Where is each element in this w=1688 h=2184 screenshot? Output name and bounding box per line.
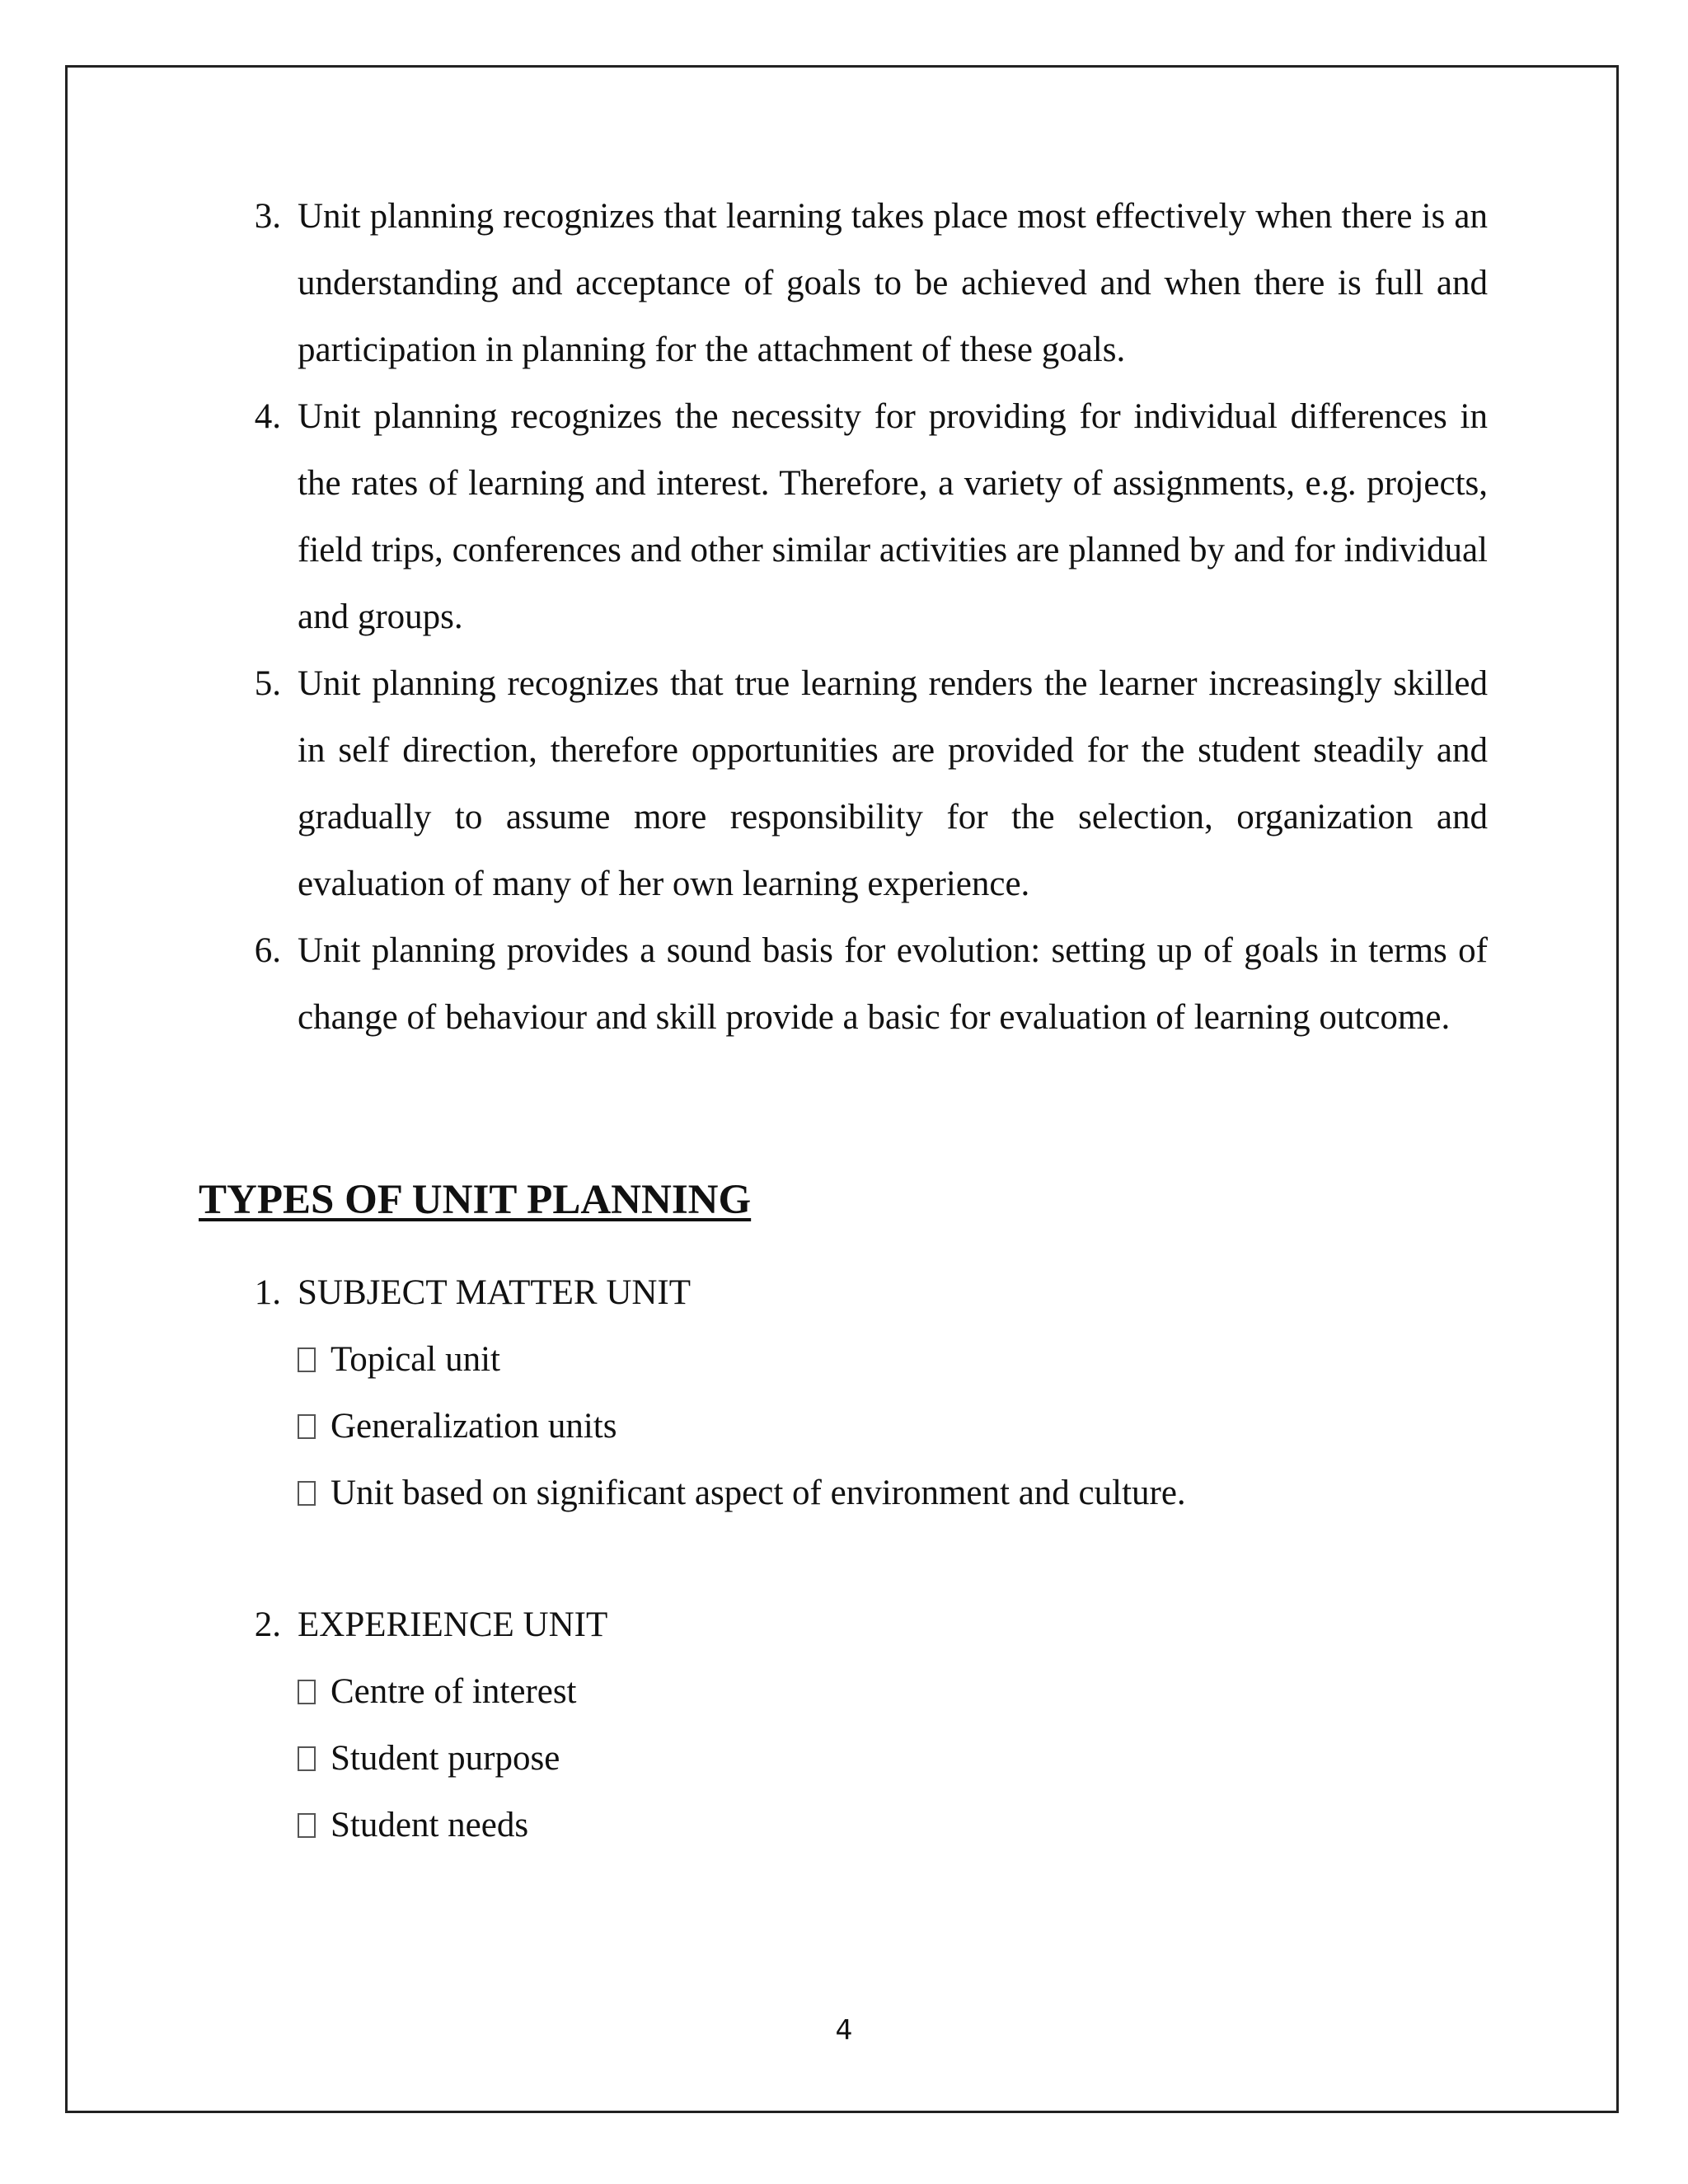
list-item bbox=[199, 183, 1488, 383]
list-item bbox=[199, 917, 1488, 1051]
bullet-text: Topical unit bbox=[331, 1340, 500, 1379]
advantages-list bbox=[199, 183, 1488, 1051]
list-item bbox=[199, 650, 1488, 917]
type-title-row bbox=[199, 1591, 1488, 1658]
list-number: 6. bbox=[254, 931, 281, 970]
list-item bbox=[199, 383, 1488, 650]
bullet-item bbox=[298, 1658, 1488, 1725]
types-list bbox=[199, 1259, 1488, 1858]
bullet-box-icon bbox=[298, 1347, 316, 1372]
bullet-text: Student needs bbox=[331, 1806, 529, 1844]
type-block-experience bbox=[199, 1591, 1488, 1858]
section-heading: TYPES OF UNIT PLANNING bbox=[199, 1177, 752, 1223]
bullet-text: Centre of interest bbox=[331, 1672, 577, 1711]
bullet-text: Unit based on significant aspect of environment and culture. bbox=[331, 1474, 1186, 1512]
list-number: 4. bbox=[254, 397, 281, 436]
bullet-box-icon bbox=[298, 1680, 316, 1704]
list-number: 3. bbox=[254, 197, 281, 236]
list-text: Unit planning provides a sound basis for evolution: setting up of goals in terms of change of behaviour and skill provide a basic for evaluation of learning outcome. bbox=[298, 931, 1488, 1037]
list-number: 5. bbox=[254, 664, 281, 703]
list-text: Unit planning recognizes that learning takes place most effectively when there is an understanding and acceptance of goals to be achieved and when there is full and participation in planning for the attachment of these goals. bbox=[298, 197, 1488, 369]
bullet-item bbox=[298, 1792, 1488, 1858]
bullet-box-icon bbox=[298, 1813, 316, 1838]
bullet-box-icon bbox=[298, 1481, 316, 1506]
type-bullets bbox=[199, 1326, 1488, 1526]
bullet-box-icon bbox=[298, 1414, 316, 1439]
bullet-box-icon bbox=[298, 1746, 316, 1771]
type-number: 1. bbox=[254, 1273, 281, 1312]
type-title: EXPERIENCE UNIT bbox=[298, 1605, 608, 1644]
type-bullets bbox=[199, 1658, 1488, 1858]
type-block-subject-matter bbox=[199, 1259, 1488, 1526]
list-text: Unit planning recognizes that true learning renders the learner increasingly skilled in self direction, therefore opportunities are provided for the student steadily and gradually to assume more responsibility for the selection, organization and evaluation of many of her own learning experience. bbox=[298, 664, 1488, 903]
page-number: 4 bbox=[835, 2013, 853, 2046]
bullet-item bbox=[298, 1326, 1488, 1393]
list-text: Unit planning recognizes the necessity for providing for individual differences in the rates of learning and interest. Therefore, a variety of assignments, e.g. projects, field trips, conferences and other similar activities are planned by and for individual and groups. bbox=[298, 397, 1488, 636]
bullet-item bbox=[298, 1460, 1488, 1526]
bullet-text: Generalization units bbox=[331, 1407, 617, 1446]
page-content bbox=[199, 183, 1488, 1858]
bullet-text: Student purpose bbox=[331, 1739, 560, 1778]
bullet-item bbox=[298, 1393, 1488, 1460]
type-title-row bbox=[199, 1259, 1488, 1326]
type-title: SUBJECT MATTER UNIT bbox=[298, 1273, 692, 1312]
bullet-item bbox=[298, 1725, 1488, 1792]
type-number: 2. bbox=[254, 1605, 281, 1644]
